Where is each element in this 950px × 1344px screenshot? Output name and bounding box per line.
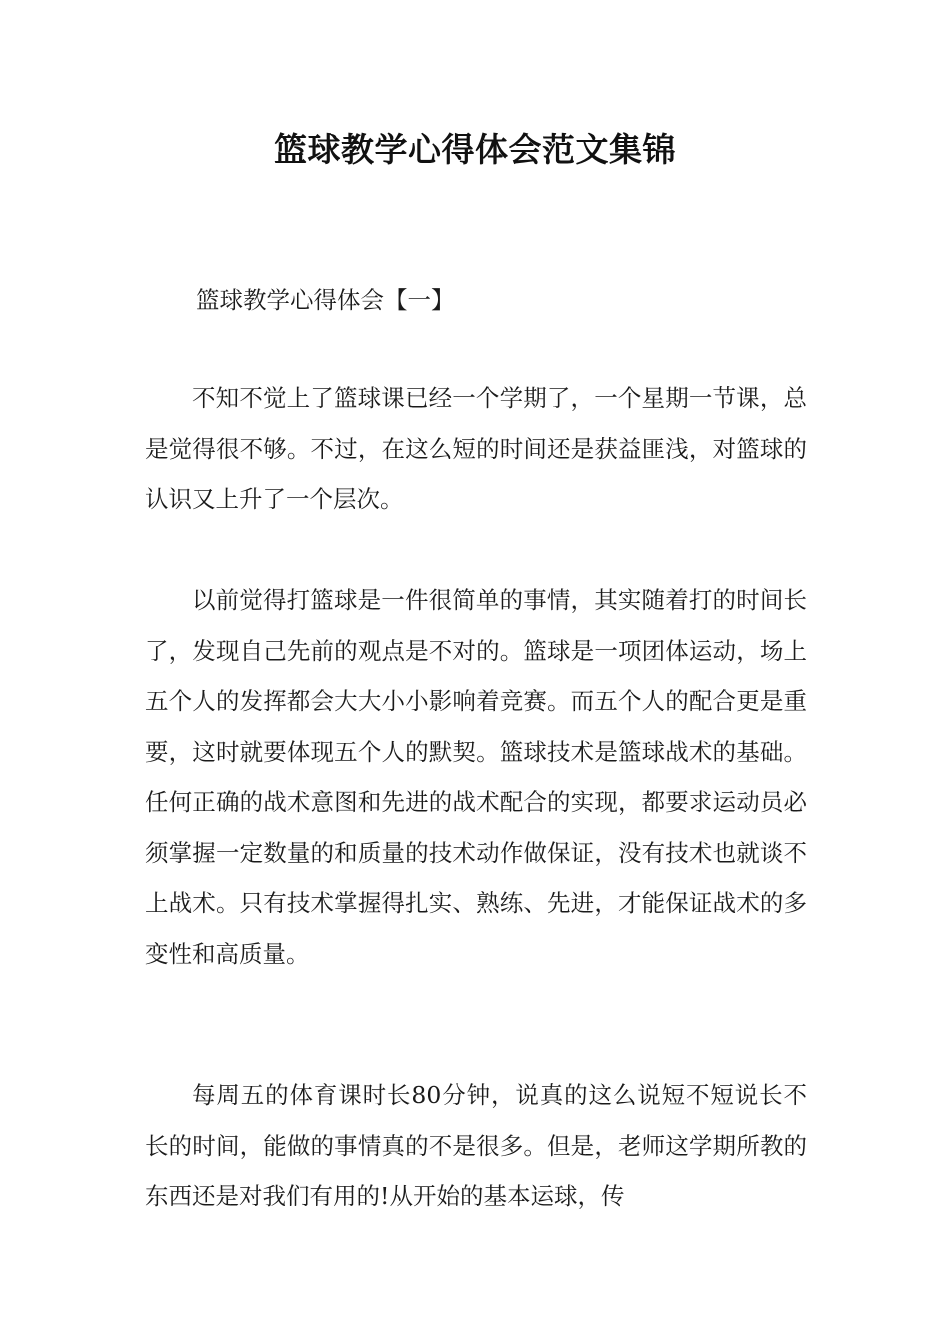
section-heading: 篮球教学心得体会【一】 [196, 286, 455, 314]
paragraph-1: 不知不觉上了篮球课已经一个学期了，一个星期一节课，总是觉得很不够。不过，在这么短的时间还是获益匪浅，对篮球的认识又上升了一个层次。 [145, 384, 807, 513]
paragraph-3: 每周五的体育课时长80分钟，说真的这么说短不短说长不长的时间，能做的事情真的不是很多。但是，老师这学期所教的东西还是对我们有用的!从开始的基本运球，传 [145, 1081, 807, 1210]
paragraph-2: 以前觉得打篮球是一件很简单的事情，其实随着打的时间长了，发现自己先前的观点是不对的。篮球是一项团体运动，场上五个人的发挥都会大大小小影响着竞赛。而五个人的配合更是重要，这时就要体现五个人的默契。篮球技术是篮球战术的基础。任何正确的战术意图和先进的战术配合的实现，都要求运动员必须掌握一定数量的和质量的技术动作做保证，没有技术也就谈不上战术。只有技术掌握得扎实、熟练、先进，才能保证战术的多变性和高质量。 [145, 586, 807, 968]
document-title: 篮球教学心得体会范文集锦 [274, 130, 676, 169]
